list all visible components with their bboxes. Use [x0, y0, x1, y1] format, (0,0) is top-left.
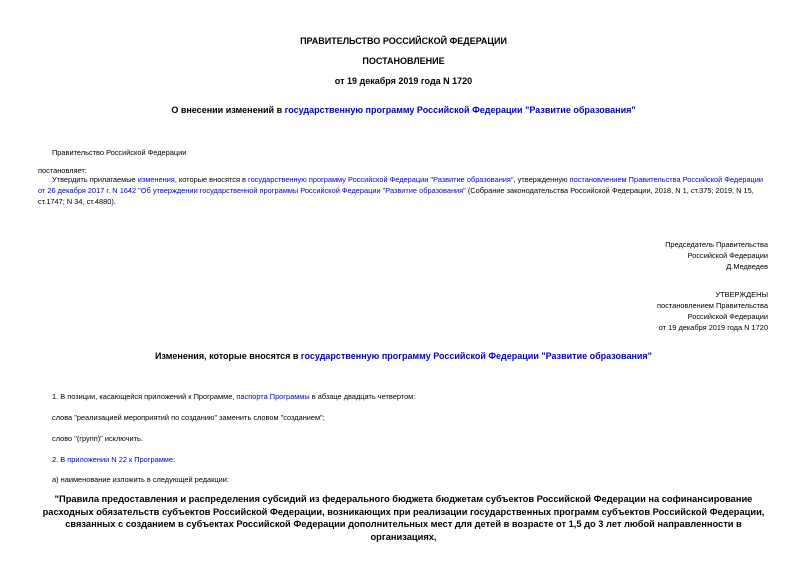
- government-heading: ПРАВИТЕЛЬСТВО РОССИЙСКОЙ ФЕДЕРАЦИИ: [300, 36, 507, 46]
- item-1-text-b: в абзаце двадцать четвертом:: [309, 392, 416, 401]
- item-2-text-b: :: [173, 455, 176, 464]
- p1-text-a: Утвердить прилагаемые: [52, 175, 138, 184]
- approved-line-3: от 19 декабря 2019 года N 1720: [658, 323, 768, 332]
- p1-text-c: , утвержденную: [513, 175, 570, 184]
- document-title-link[interactable]: государственную программу Российской Федерации "Развитие образования": [284, 105, 636, 115]
- changes-title-link[interactable]: государственную программу Российской Федерации "Развитие образования": [300, 351, 652, 361]
- p1-text-b: , которые вносятся в: [174, 175, 249, 184]
- item-2-subitem-a: а) наименование изложить в следующей редакции:: [52, 475, 229, 484]
- changes-link[interactable]: изменения: [137, 175, 175, 184]
- doc-date-number: от 19 декабря 2019 года N 1720: [334, 76, 473, 86]
- approved-line-1: постановлением Правительства: [657, 301, 768, 310]
- document-title-prefix: О внесении изменений в: [171, 105, 285, 115]
- annex-22-link[interactable]: приложении N 22 к Программе: [67, 455, 173, 464]
- item-1-text-a: 1. В позиции, касающейся приложений к Программе,: [52, 392, 237, 401]
- signature-position-1: Председатель Правительства: [665, 240, 768, 249]
- signature-position-2: Российской Федерации: [687, 251, 768, 260]
- document-title: [0, 105, 807, 115]
- signature-name: Д.Медведев: [726, 262, 768, 271]
- passport-link[interactable]: паспорта Программы: [236, 392, 310, 401]
- doc-type-heading: ПОСТАНОВЛЕНИЕ: [362, 56, 445, 66]
- item-2-text-a: 2. В: [52, 455, 68, 464]
- item-1-words: слова "реализацией мероприятий по созданию" заменить словом "созданием";: [52, 413, 325, 422]
- approved-label: УТВЕРЖДЕНЫ: [715, 290, 768, 299]
- item-2: [52, 454, 175, 465]
- item-1-group: слово "(групп)" исключить.: [52, 434, 143, 443]
- resolution-paragraph: [38, 174, 769, 207]
- resolves-line: постановляет:: [38, 166, 87, 175]
- decree-link[interactable]: постановлением Правительства Российской Федерации от 26 декабря 2017 г. N 1642 "Об утверждении государственной программы Российской Федерации "Развитие образования": [38, 175, 764, 195]
- government-line: Правительство Российской Федерации: [52, 148, 187, 157]
- program-link[interactable]: государственную программу Российской Федерации "Развитие образования": [248, 175, 514, 184]
- quoted-rules-title: "Правила предоставления и распределения субсидий из федерального бюджета бюджетам субъектов Российской Федерации на софинансирование расходных обязательств субъектов Российской Федерации, возникающих при реализации государственных программ субъектов Российской Федерации, связанных с созданием в субъектах Российской Федерации дополнительных мест для детей в возрасте от 1,5 до 3 лет любой направленности в организациях,: [42, 494, 765, 542]
- p1-text-d: (Собрание законодательства Российской Федерации, 2018, N 1, ст.375; 2019, N 15, ст.1747; N 34, ст.4880).: [38, 186, 754, 206]
- item-1: [52, 391, 415, 402]
- changes-title: [0, 351, 807, 361]
- changes-title-prefix: Изменения, которые вносятся в: [155, 351, 301, 361]
- approved-line-2: Российской Федерации: [687, 312, 768, 321]
